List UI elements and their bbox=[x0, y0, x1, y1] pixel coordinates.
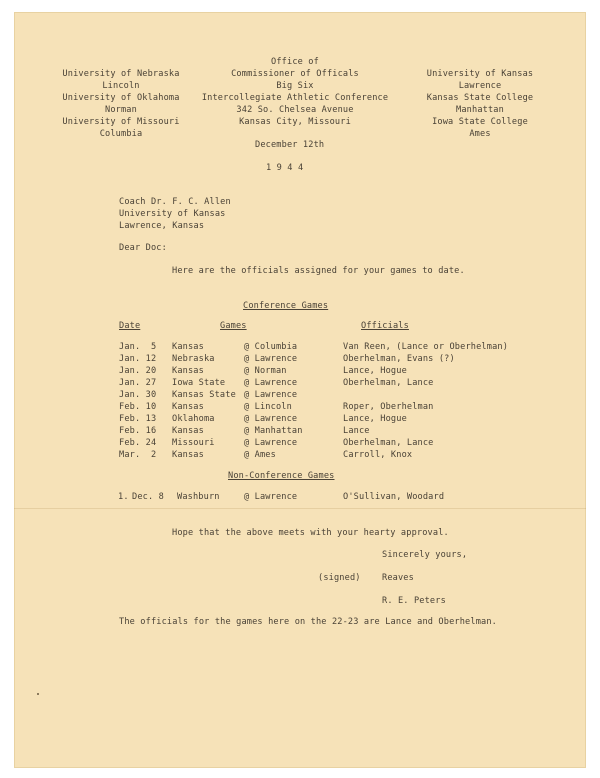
column-header-officials: Officials bbox=[361, 321, 409, 331]
row-officials: Oberhelman, Lance bbox=[343, 378, 434, 388]
letterhead-right-line: Ames bbox=[469, 129, 491, 139]
letterhead-center-line: Kansas City, Missouri bbox=[239, 117, 351, 127]
letterhead-left-line: University of Nebraska bbox=[62, 69, 180, 79]
row-team: Missouri bbox=[172, 438, 215, 448]
intro-paragraph: Here are the officials assigned for your games to date. bbox=[172, 266, 465, 276]
row-date: Feb. 10 bbox=[119, 402, 157, 412]
letterhead-left-line: University of Oklahoma bbox=[62, 93, 180, 103]
row-officials: Oberhelman, Evans (?) bbox=[343, 354, 455, 364]
row-team: Kansas bbox=[172, 402, 204, 412]
recipient-line: Lawrence, Kansas bbox=[119, 221, 205, 231]
row-site: @ Lawrence bbox=[244, 378, 298, 388]
letterhead-left-line: Norman bbox=[105, 105, 137, 115]
row-site: @ Lawrence bbox=[244, 492, 298, 502]
conference-heading: Conference Games bbox=[243, 301, 329, 311]
row-site: @ Lawrence bbox=[244, 438, 298, 448]
row-officials: Van Reen, (Lance or Oberhelman) bbox=[343, 342, 509, 352]
letterhead-right-line: Manhattan bbox=[456, 105, 504, 115]
row-team: Kansas bbox=[172, 342, 204, 352]
letterhead-right-line: University of Kansas bbox=[426, 69, 534, 79]
row-date: Jan. 12 bbox=[119, 354, 157, 364]
row-team: Oklahoma bbox=[172, 414, 215, 424]
recipient-line: University of Kansas bbox=[119, 209, 226, 219]
letterhead-center-line: Office of bbox=[271, 57, 319, 67]
row-team: Kansas bbox=[172, 426, 204, 436]
row-team: Kansas bbox=[172, 450, 204, 460]
letterhead-center-line: Big Six bbox=[276, 81, 314, 91]
letterhead-center-line: 342 So. Chelsea Avenue bbox=[236, 105, 354, 115]
paper-speck bbox=[37, 693, 39, 695]
row-team: Kansas bbox=[172, 366, 204, 376]
row-site: @ Lawrence bbox=[244, 390, 298, 400]
row-date: Feb. 13 bbox=[119, 414, 157, 424]
letterhead-center-line: Commissioner of Officals bbox=[231, 69, 359, 79]
row-officials: Lance bbox=[343, 426, 370, 436]
row-date: Feb. 16 bbox=[119, 426, 157, 436]
row-date: Dec. 8 bbox=[132, 492, 164, 502]
typed-name: R. E. Peters bbox=[382, 596, 446, 606]
signature-name: Reaves bbox=[382, 573, 414, 583]
recipient-line: Coach Dr. F. C. Allen bbox=[119, 197, 231, 207]
row-date: Jan. 20 bbox=[119, 366, 157, 376]
row-date: Jan. 5 bbox=[119, 342, 157, 352]
letterhead-left-line: University of Missouri bbox=[62, 117, 180, 127]
non-conference-heading: Non-Conference Games bbox=[228, 471, 335, 481]
row-officials: O'Sullivan, Woodard bbox=[343, 492, 445, 502]
row-number: 1. bbox=[118, 492, 129, 502]
letterhead-left-line: Lincoln bbox=[102, 81, 140, 91]
row-site: @ Manhattan bbox=[244, 426, 303, 436]
column-header-date: Date bbox=[119, 321, 141, 331]
salutation: Dear Doc: bbox=[119, 243, 167, 253]
row-site: @ Columbia bbox=[244, 342, 298, 352]
row-officials: Roper, Oberhelman bbox=[343, 402, 434, 412]
row-site: @ Lawrence bbox=[244, 354, 298, 364]
letterhead-right-line: Iowa State College bbox=[432, 117, 528, 127]
row-team: Nebraska bbox=[172, 354, 215, 364]
letterhead-center-line: Intercollegiate Athletic Conference bbox=[201, 93, 389, 103]
row-date: Mar. 2 bbox=[119, 450, 157, 460]
letterhead-left-line: Columbia bbox=[99, 129, 143, 139]
row-date: Feb. 24 bbox=[119, 438, 157, 448]
row-site: @ Lawrence bbox=[244, 414, 298, 424]
row-date: Jan. 27 bbox=[119, 378, 157, 388]
row-site: @ Ames bbox=[244, 450, 276, 460]
row-officials: Lance, Hogue bbox=[343, 414, 407, 424]
complimentary-close: Sincerely yours, bbox=[382, 550, 468, 560]
letterhead-right-line: Lawrence bbox=[458, 81, 502, 91]
postscript: The officials for the games here on the 22-23 are Lance and Oberhelman. bbox=[119, 617, 497, 627]
row-date: Jan. 30 bbox=[119, 390, 157, 400]
column-header-games: Games bbox=[220, 321, 247, 331]
row-team: Iowa State bbox=[172, 378, 226, 388]
signed-label: (signed) bbox=[318, 573, 361, 583]
closing-line: Hope that the above meets with your hearty approval. bbox=[172, 528, 449, 538]
row-officials: Lance, Hogue bbox=[343, 366, 407, 376]
row-site: @ Lincoln bbox=[244, 402, 292, 412]
row-officials: Carroll, Knox bbox=[343, 450, 413, 460]
letter-year: 1 9 4 4 bbox=[266, 163, 304, 173]
letter-date: December 12th bbox=[255, 140, 325, 150]
row-site: @ Norman bbox=[244, 366, 287, 376]
row-team: Washburn bbox=[177, 492, 220, 502]
row-officials: Oberhelman, Lance bbox=[343, 438, 434, 448]
row-team: Kansas State bbox=[172, 390, 236, 400]
letterhead-right-line: Kansas State College bbox=[426, 93, 534, 103]
paper-fold-line bbox=[14, 508, 586, 509]
